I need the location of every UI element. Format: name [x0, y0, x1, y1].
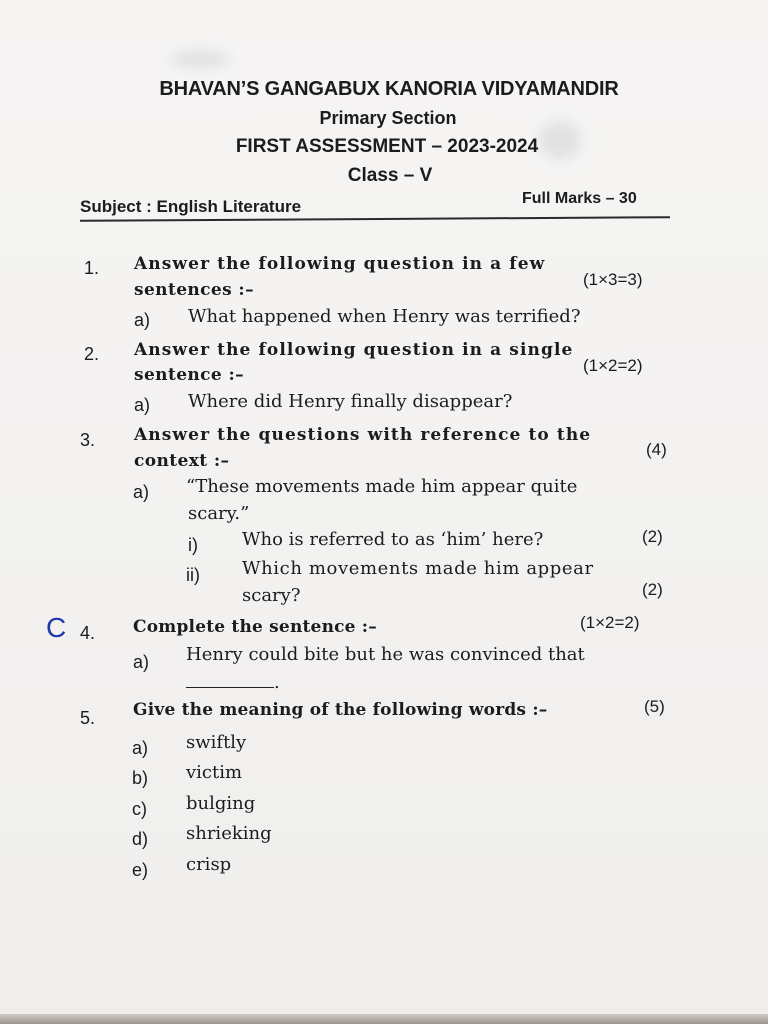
question-heading: Answer the questions with reference to the: [134, 425, 592, 445]
class-title: Class – V: [347, 165, 433, 186]
item-label: a): [134, 310, 151, 330]
question-marks: (1×2=2): [583, 356, 643, 375]
question-heading: Answer the following question in a single: [134, 340, 574, 360]
item-label: c): [132, 799, 147, 819]
item-text: swiftly: [186, 732, 247, 753]
section-title: Primary Section: [319, 108, 457, 128]
item-text: bulging: [186, 793, 256, 814]
item-label: a): [134, 395, 151, 415]
question-marks: (5): [644, 697, 665, 716]
subject-label: Subject : English Literature: [80, 197, 302, 216]
item-label: a): [132, 738, 149, 758]
question-heading: Answer the following question in a few: [134, 254, 546, 274]
item-text: shrieking: [186, 823, 272, 844]
question-heading: context :–: [134, 451, 230, 471]
page-edge: [0, 1014, 768, 1024]
question-number: 2.: [84, 344, 100, 364]
question-number: 1.: [84, 258, 100, 278]
full-marks: Full Marks – 30: [522, 190, 637, 207]
question-heading: Give the meaning of the following words :–: [133, 700, 548, 720]
item-text: Where did Henry finally disappear?: [188, 391, 513, 412]
subitem-marks: (2): [642, 527, 663, 546]
question-number: 5.: [80, 708, 96, 728]
item-label: b): [132, 768, 149, 788]
item-text: victim: [186, 762, 243, 783]
item-label: e): [132, 860, 149, 880]
item-text: Henry could bite but he was convinced that: [186, 644, 585, 665]
pen-mark: C: [46, 612, 67, 643]
school-name: BHAVAN’S GANGABUX KANORIA VIDYAMANDIR: [159, 78, 619, 100]
subitem-marks: (2): [642, 580, 663, 599]
assessment-title: FIRST ASSESSMENT – 2023-2024: [235, 136, 539, 157]
subitem-label: ii): [186, 565, 200, 585]
question-marks: (1×2=2): [580, 613, 640, 632]
item-label: a): [133, 482, 150, 502]
question-marks: (4): [646, 440, 667, 459]
question-heading: sentence :–: [134, 365, 245, 385]
item-label: a): [133, 652, 150, 672]
item-label: d): [132, 829, 149, 849]
item-text: What happened when Henry was terrified?: [188, 306, 581, 327]
question-heading: sentences :–: [134, 280, 255, 300]
item-text: scary.”: [188, 503, 250, 524]
question-number: 4.: [80, 623, 96, 643]
subitem-text: Which movements made him appear: [242, 558, 594, 579]
smudge: [170, 50, 230, 68]
answer-blank[interactable]: [186, 672, 280, 693]
question-marks: (1×3=3): [583, 270, 643, 289]
subitem-text: scary?: [242, 585, 301, 606]
subitem-text: Who is referred to as ‘him’ here?: [242, 529, 544, 550]
header-divider: [80, 216, 670, 222]
item-text: “These movements made him appear quite: [186, 476, 578, 497]
question-number: 3.: [80, 430, 96, 450]
blank-end: .: [274, 672, 280, 693]
subitem-label: i): [188, 535, 198, 555]
question-heading: Complete the sentence :–: [133, 617, 377, 637]
item-text: crisp: [186, 854, 232, 875]
